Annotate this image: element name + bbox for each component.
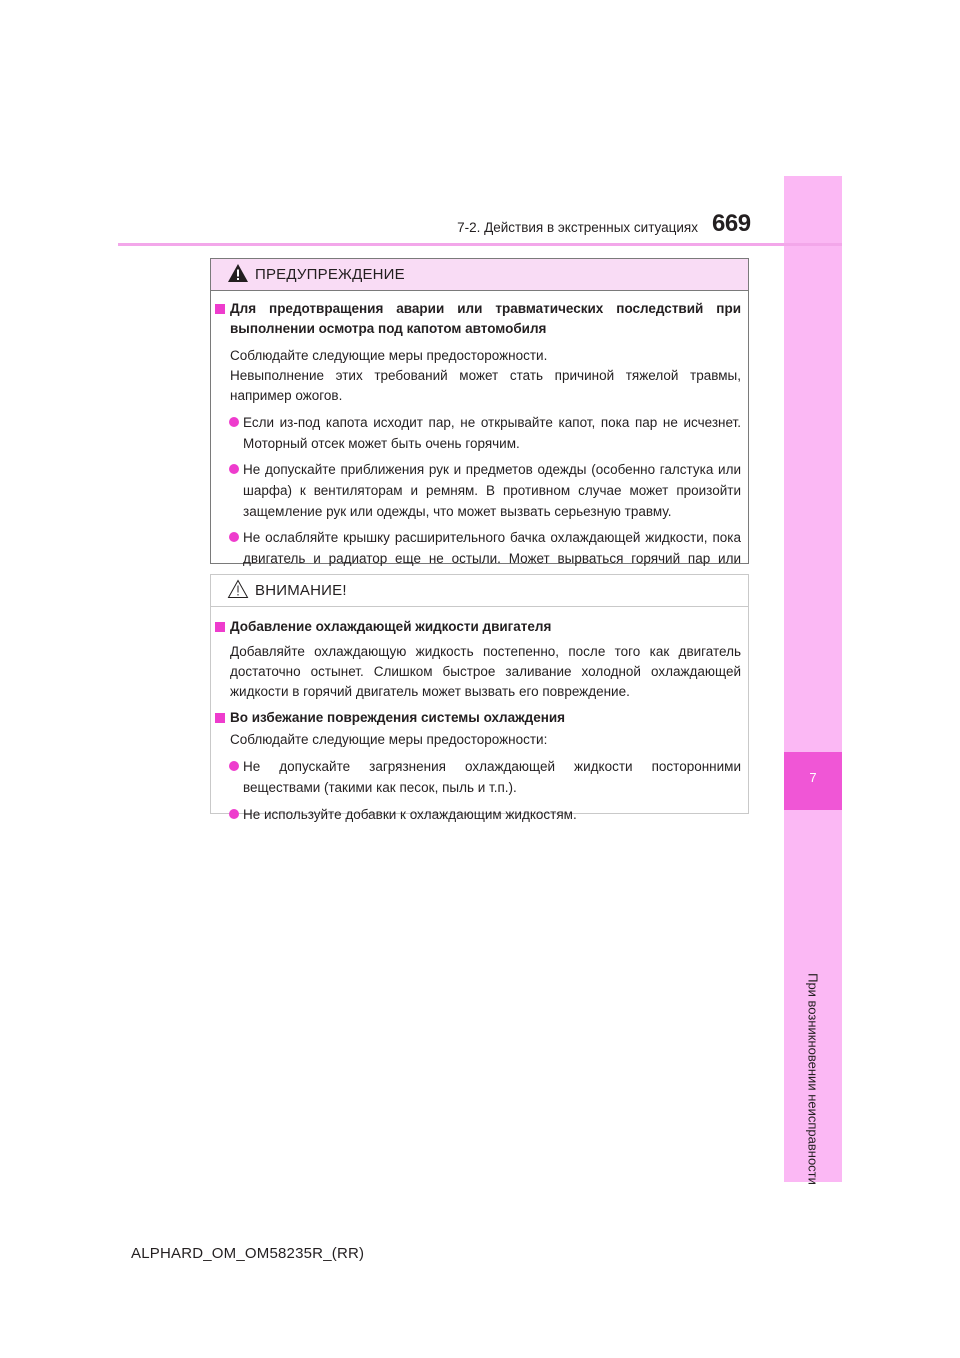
caution-heading-2 — [211, 708, 748, 728]
chapter-number: 7 — [809, 770, 817, 785]
warning-header — [211, 259, 748, 291]
chapter-side-tab — [784, 176, 842, 1185]
warning-heading-text: Для предотвращения аварии или травматических последствий при выполнении осмотра под капотом автомобиля — [230, 301, 741, 336]
caution-title: ВНИМАНИЕ! — [255, 582, 347, 599]
warning-body — [211, 299, 748, 590]
round-bullet-icon — [229, 417, 239, 427]
chapter-title: При возникновении неисправности — [805, 973, 821, 1185]
list-item — [211, 756, 748, 798]
list-item — [211, 804, 748, 825]
caution-body — [211, 617, 748, 825]
square-bullet-icon — [215, 713, 225, 723]
round-bullet-icon — [229, 464, 239, 474]
square-bullet-icon — [215, 304, 225, 314]
header-divider — [118, 243, 842, 246]
warning-triangle-icon — [227, 263, 249, 283]
caution-text-1: Добавляйте охлаждающую жидкость постепенно, после того как двигатель достаточно остынет. Слишком быстрое заливание холодной охлаждающей жидкости в горячий двигатель может вызвать его повреждение. — [230, 644, 741, 699]
round-bullet-icon — [229, 809, 239, 819]
caution-triangle-icon — [227, 579, 249, 599]
caution-heading-1 — [211, 617, 748, 637]
caution-heading-2-text: Во избежание повреждения системы охлаждения — [230, 710, 566, 725]
caution-header — [211, 575, 748, 607]
warning-intro-2: Невыполнение этих требований может стать причиной тяжелой травмы, например ожогов. — [230, 368, 741, 403]
warning-heading — [211, 299, 748, 339]
list-item — [211, 459, 748, 522]
list-item — [211, 412, 748, 454]
round-bullet-icon — [229, 761, 239, 771]
warning-title: ПРЕДУПРЕЖДЕНИЕ — [255, 266, 405, 283]
square-bullet-icon — [215, 622, 225, 632]
section-title: 7-2. Действия в экстренных ситуациях — [457, 220, 698, 235]
list-item-text: Не допускайте загрязнения охлаждающей жидкости посторонними веществами (такими как песок, пыль и т.п.). — [243, 759, 741, 795]
round-bullet-icon — [229, 532, 239, 542]
warning-box — [210, 258, 749, 564]
document-code: ALPHARD_OM_OM58235R_(RR) — [131, 1245, 365, 1262]
list-item-text: Если из-под капота исходит пар, не открывайте капот, пока пар не исчезнет. Моторный отсек может быть очень горячим. — [243, 415, 741, 451]
caution-heading-1-text: Добавление охлаждающей жидкости двигателя — [230, 619, 552, 634]
page-number: 669 — [712, 210, 751, 237]
list-item-text: Не допускайте приближения рук и предметов одежды (особенно галстука или шарфа) к вентиляторам и ремням. В противном случае может произойти защемление рук или одежды, что может вызвать серьезную травму. — [243, 462, 741, 519]
list-item-text: Не ослабляйте крышку расширительного бачка охлаждающей жидкости, пока двигатель и радиатор еще не остыли. Может вырваться горячий пар или — [243, 530, 741, 566]
list-item-text: Не используйте добавки к охлаждающим жидкостям. — [243, 807, 577, 822]
caution-intro-2: Соблюдайте следующие меры предосторожности: — [230, 732, 548, 747]
caution-box — [210, 574, 749, 822]
warning-intro: Соблюдайте следующие меры предосторожности. — [230, 348, 548, 363]
